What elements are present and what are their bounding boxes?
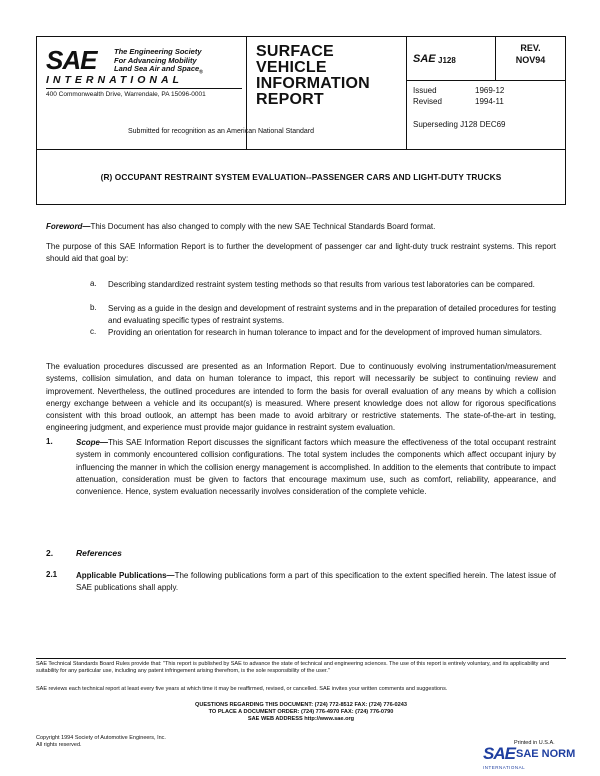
doc-logo: SAE: [413, 53, 436, 65]
revised-value: 1994-11: [475, 97, 504, 106]
sae-norm-sub: INTERNATIONAL: [483, 765, 526, 770]
address: 400 Commonwealth Drive, Warrendale, PA 15096-0001: [46, 91, 206, 98]
questions-line: QUESTIONS REGARDING THIS DOCUMENT: (724) 772-8512 FAX: (724) 776-0243: [194, 702, 407, 708]
section-number: 2.: [46, 548, 54, 558]
document-title: (R) OCCUPANT RESTRAINT SYSTEM EVALUATION--PASSENGER CARS AND LIGHT-DUTY TRUCKS: [100, 172, 502, 182]
applicable-paragraph: Applicable Publications—The following publications form a part of this specification to the extent specified herein. The latest issue of SAE publications shall apply.: [76, 571, 556, 593]
supersedes: Superseding J128 DEC69: [413, 120, 506, 129]
issued-value: 1969-12: [475, 86, 505, 95]
review-note: SAE reviews each technical report at least every five years at which time it may be reaffirmed, revised, or cancelled. SAE invites your written comments and suggestions.: [36, 686, 448, 692]
footer-rule: [36, 658, 566, 659]
header-divider: [406, 80, 566, 81]
revised-label: Revised: [413, 97, 442, 106]
rights: All rights reserved.: [36, 742, 82, 748]
web-line: SAE WEB ADDRESS http://www.sae.org: [247, 716, 355, 722]
copyright: Copyright 1994 Society of Automotive Engineers, Inc.: [36, 735, 166, 741]
section-number: 1.: [46, 437, 53, 446]
order-line: TO PLACE A DOCUMENT ORDER: (724) 776-4970 FAX: (724) 776-0790: [208, 709, 394, 715]
section-number: 2.1: [46, 570, 58, 579]
submitted-note: Submitted for recognition as an American National Standard: [128, 128, 314, 135]
printed-note: Printed in U.S.A.: [514, 740, 555, 746]
list-marker: b.: [90, 303, 97, 312]
foreword-paragraph: Foreword—This Document has also changed to comply with the new SAE Technical Standards Board format.: [46, 222, 436, 231]
purpose-paragraph: The purpose of this SAE Information Report is to further the development of passenger car and light-duty truck restraint systems. This report should aid that goal by:: [46, 242, 556, 264]
logo-underline: [46, 88, 242, 89]
scope-paragraph: Scope—This SAE Information Report discusses the significant factors which measure the effectiveness of the total occupant restraint system in commonly encountered collision configurations. The total system includes the components which affect occupant injury by influencing the manner in which the collision energy management is accomplished. In addition to the elements that contribute to impact attenuation, consideration must be given to factors that encourage maximum use, such as comfort, reliability, appearance, and convenience. Hence, system evaluation necessarily involves consideration of the complete vehicle.: [76, 438, 556, 497]
report-type: SURFACE VEHICLE INFORMATION REPORT: [256, 43, 370, 108]
rev-label: REV.: [520, 43, 541, 53]
board-rules: SAE Technical Standards Board Rules provide that: "This report is published by SAE to advance the state of technical and engineering sciences. The use of this report is entirely voluntary, and its applicability and suitability for any particular use, including any patent infringement arising therefrom, is the sole responsibility of the user.": [36, 661, 550, 674]
header-divider: [406, 36, 407, 150]
society-tagline: The Engineering Society For Advancing Mobility Land Sea Air and Space$_®$: [114, 47, 203, 76]
list-marker: a.: [90, 279, 97, 288]
sae-logo: SAE: [46, 45, 97, 75]
issued-label: Issued: [413, 86, 437, 95]
list-marker: c.: [90, 327, 97, 336]
rev-value: NOV94: [515, 55, 546, 65]
list-item: Serving as a guide in the design and development of restraint systems and in the preparation of detailed procedures for testing and evaluating specific types of restraint systems.: [108, 304, 556, 326]
sae-norm-logo: SAE: [483, 744, 515, 763]
sae-norm-text: SAE NORM: [516, 748, 576, 760]
evaluation-paragraph: The evaluation procedures discussed are presented as an Information Report. Due to continuously evolving instrumentation/measurement systems, collision simulation, and data on human tolerance to impact, this report will necessarily be subject to continuing review and improvement. Nevertheless, the outlined procedures are intended to form the basis for overall evaluation of any means by which a collision energy exchange between a vehicle and its occupant(s) is measured. Where present knowledge does not allow for rigorous specifications consistent with this broad outlook, an attempt has been made to avoid arbitrary or restrictive statements. The state-of-the-art in testing, engineering judgment, and experience must provide major guidance in restraint system evaluation.: [46, 362, 556, 433]
list-item: Providing an orientation for research in human tolerance to impact and for the development of improved human simulators.: [108, 328, 543, 337]
references-heading: References: [76, 548, 122, 558]
doc-number: J128: [438, 56, 456, 65]
list-item: Describing standardized restraint system testing methods so that results from various test laboratories can be compared.: [108, 280, 535, 289]
international-wordmark: INTERNATIONAL: [46, 74, 183, 86]
